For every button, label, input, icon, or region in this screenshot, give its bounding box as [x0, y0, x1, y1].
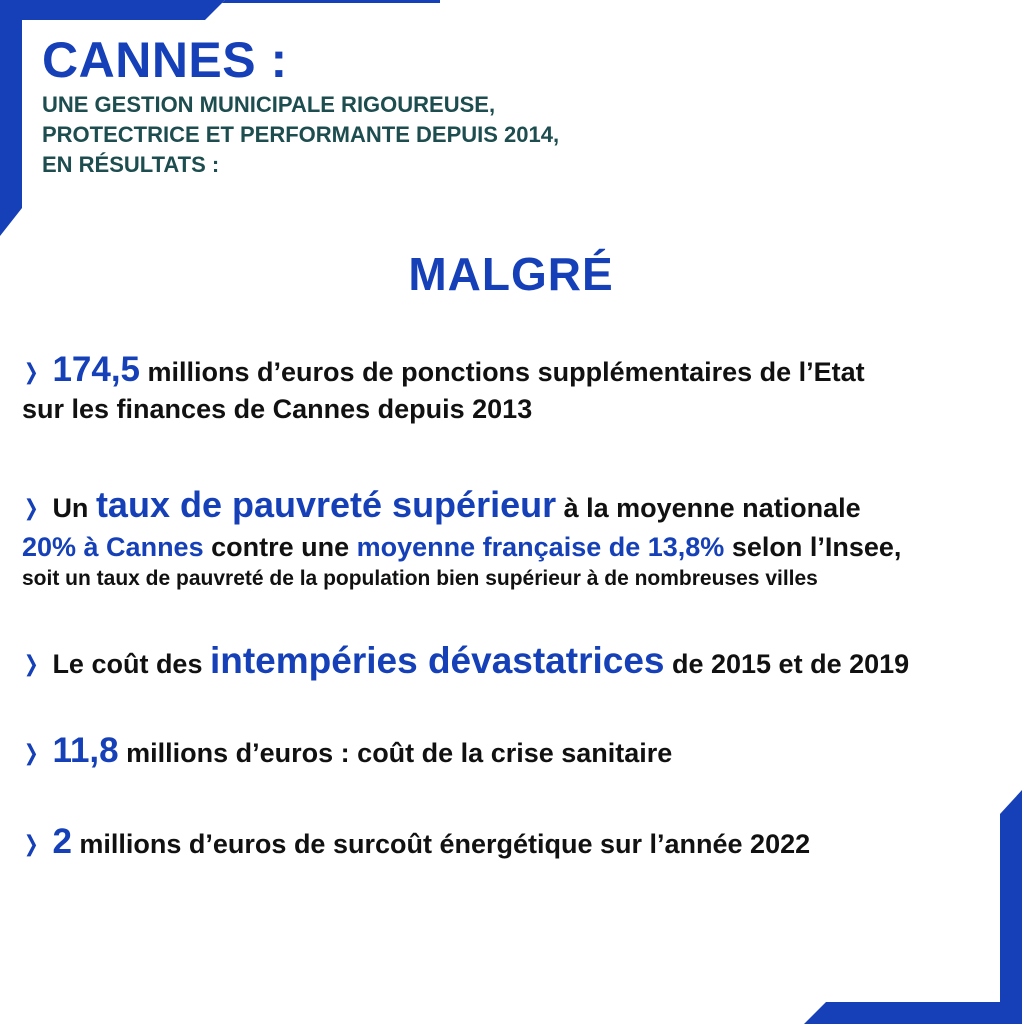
item-line: [22, 727, 1012, 777]
list-item: [22, 350, 1012, 426]
item-line: [22, 636, 1012, 689]
highlight-figure: 174,5: [52, 350, 141, 389]
header: [42, 34, 559, 180]
list-item: [22, 636, 1012, 689]
item-text: Un: [52, 493, 96, 523]
item-text: à la moyenne nationale: [556, 493, 861, 523]
item-line: [22, 483, 1012, 530]
highlight-figure: 11,8: [52, 731, 119, 770]
item-text: contre une: [203, 532, 357, 562]
item-line: soit un taux de pauvreté de la population bien supérieur à de nombreuses villes: [22, 567, 818, 590]
chevron-right-icon: ❯: [23, 495, 39, 520]
list-item: [22, 483, 1012, 594]
chevron-right-icon: ❯: [23, 740, 39, 765]
item-text: millions d’euros de ponctions supplémentaires de l’Etat: [140, 357, 865, 387]
chevron-right-icon: ❯: [23, 651, 39, 676]
highlight-text: moyenne française de 13,8%: [356, 532, 725, 562]
highlight-text: 20% à Cannes: [22, 532, 204, 562]
item-line: [22, 818, 1012, 868]
highlight-text: taux de pauvreté supérieur: [95, 484, 557, 525]
item-text: selon l’Insee,: [724, 532, 902, 562]
item-text: millions d’euros de surcoût énergétique sur l’année 2022: [71, 829, 811, 859]
page-subtitle: [42, 90, 559, 180]
item-line: sur les finances de Cannes depuis 2013: [22, 394, 533, 424]
list-item: [22, 818, 1012, 868]
page-title: CANNES :: [42, 32, 288, 88]
subtitle-line: PROTECTRICE ET PERFORMANTE DEPUIS 2014,: [42, 122, 560, 147]
list-item: [22, 727, 1012, 777]
item-text: Le coût des: [52, 649, 210, 679]
subtitle-line: UNE GESTION MUNICIPALE RIGOUREUSE,: [42, 92, 496, 117]
section-title: MALGRÉ: [408, 248, 614, 300]
highlight-text: intempéries dévastatrices: [209, 640, 665, 681]
item-text: de 2015 et de 2019: [664, 649, 910, 679]
item-text: millions d’euros : coût de la crise sanitaire: [118, 738, 673, 768]
item-line: [22, 530, 1012, 564]
item-line: [22, 350, 1012, 392]
chevron-right-icon: ❯: [23, 831, 39, 856]
highlight-figure: 2: [52, 822, 72, 861]
chevron-right-icon: ❯: [23, 359, 39, 384]
subtitle-line: EN RÉSULTATS :: [42, 152, 220, 177]
